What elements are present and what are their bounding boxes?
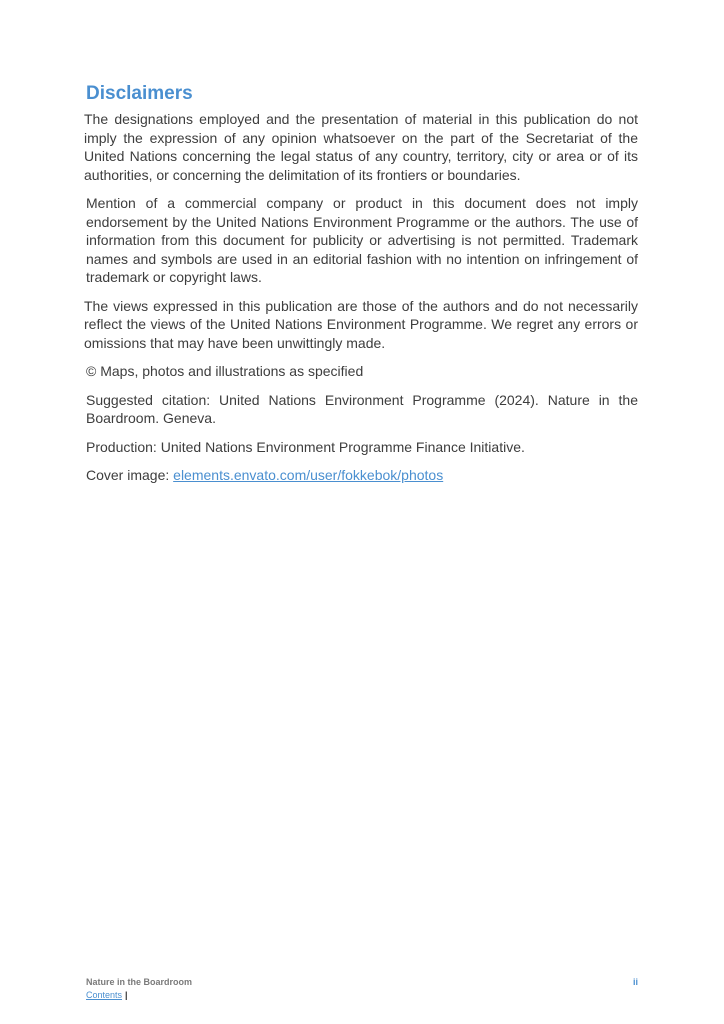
footer-separator: | — [125, 990, 128, 1000]
page-footer — [86, 976, 638, 1001]
page-number: ii — [632, 977, 638, 987]
contents-link[interactable]: Contents — [86, 990, 123, 1000]
cover-image-link[interactable]: elements.envato.com/user/fokkebok/photos — [173, 467, 444, 483]
paragraph-views: The views expressed in this publication are those of the authors and do not necessarily reflect the views of the United Nations Environment Programme. We regret any errors or omissions that may have been unwittingly made. — [84, 297, 638, 351]
paragraph-designations: The designations employed and the presentation of material in this publication do not imply the expression of any opinion whatsoever on the part of the Secretariat of the United Nations concerning the legal status of any country, territory, city or area or of its authorities, or concerning the delimitation of its frontiers or boundaries. — [84, 111, 638, 183]
paragraph-suggested-citation: Suggested citation: United Nations Environment Programme (2024). Nature in the Boardroom. Geneva. — [86, 391, 638, 426]
paragraph-cover-image — [86, 466, 638, 485]
footer-doc-title: Nature in the Boardroom — [86, 977, 193, 987]
footer-nav — [86, 989, 638, 1001]
paragraph-commercial-mention: Mention of a commercial company or product in this document does not imply endorsement by the United Nations Environment Programme or the authors. The use of information from this document for publicity or advertising is not permitted. Trademark names and symbols are used in an editorial fashion with no intention on infringement of trademark or copyright laws. — [86, 195, 638, 285]
disclaimers-section — [86, 82, 638, 495]
cover-image-label: Cover image: — [86, 467, 174, 483]
paragraph-production: Production: United Nations Environment Programme Finance Initiative. — [86, 438, 525, 455]
paragraph-maps-photos: © Maps, photos and illustrations as specified — [86, 363, 364, 379]
section-title: Disclaimers — [86, 83, 193, 104]
